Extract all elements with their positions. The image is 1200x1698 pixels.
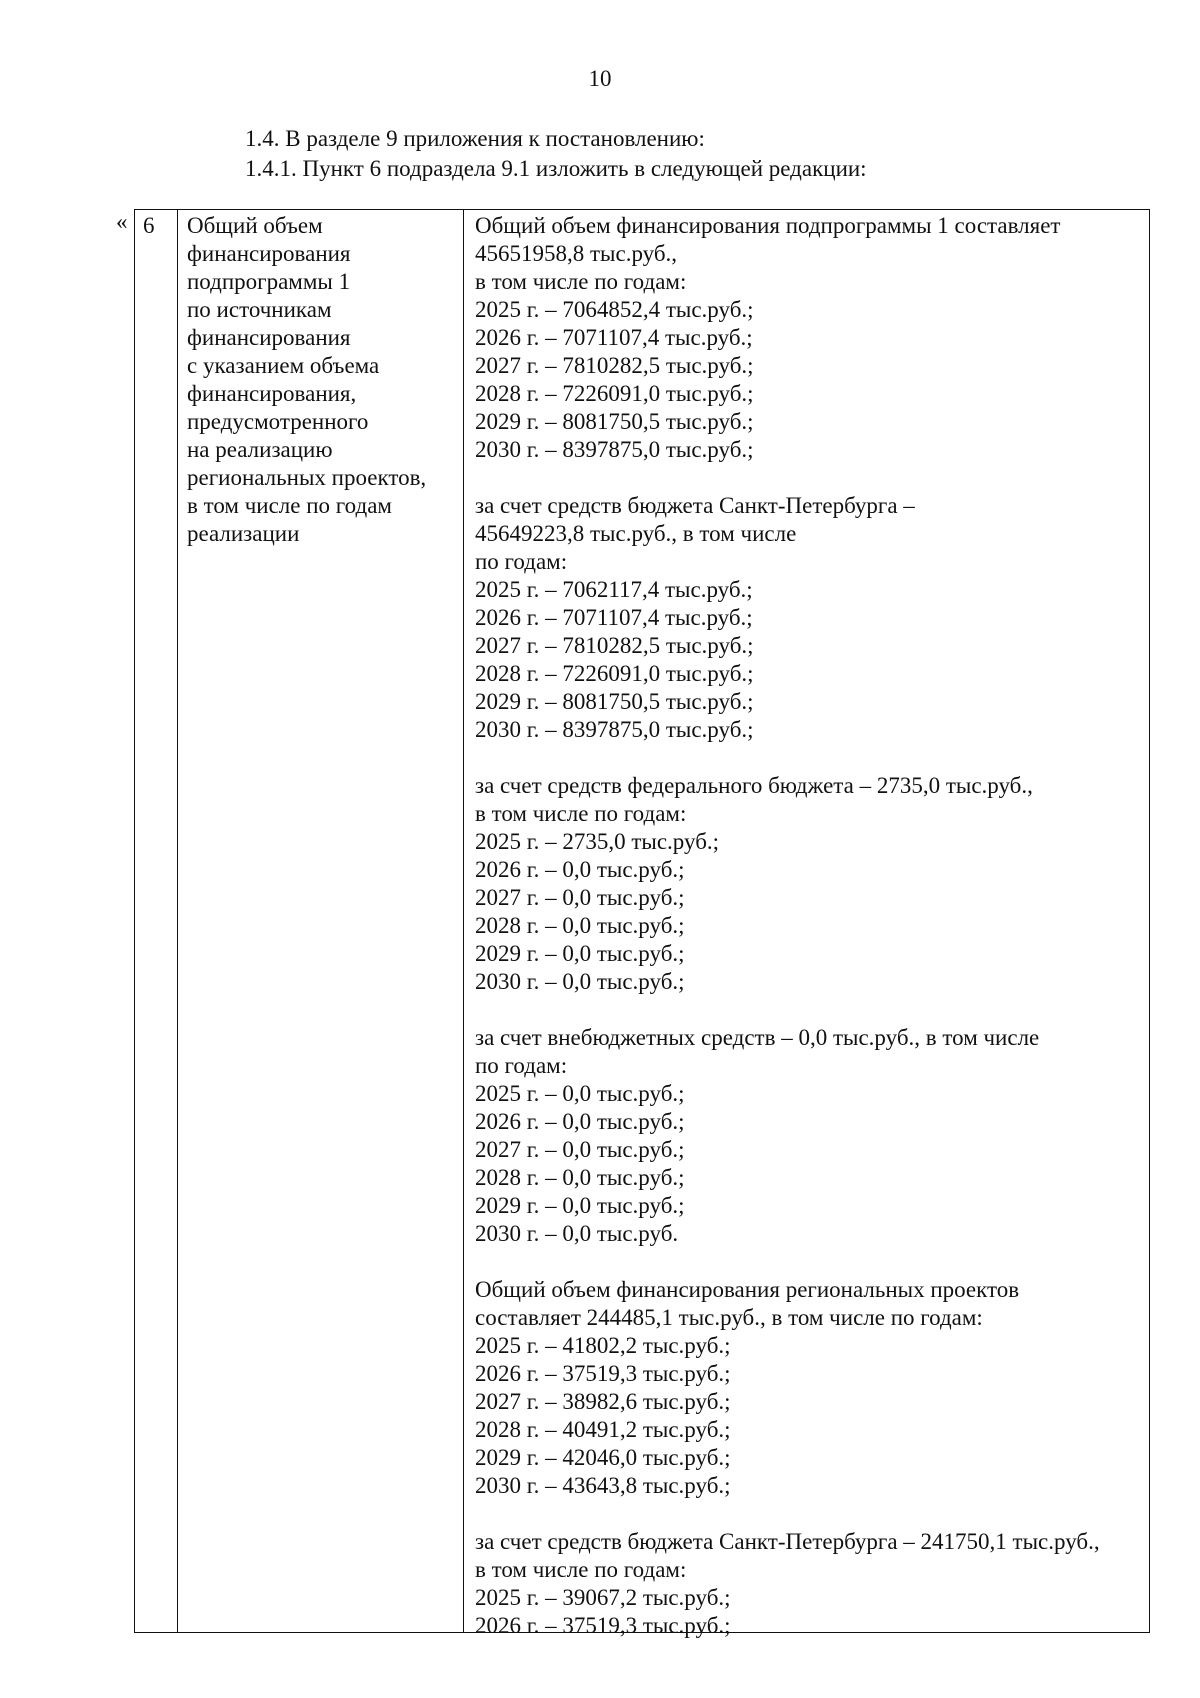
financing-line: за счет внебюджетных средств – 0,0 тыс.руб., в том числе (475, 1025, 1040, 1050)
financing-line: по годам: (475, 549, 568, 574)
financing-line: 2026 г. – 0,0 тыс.руб.; (475, 1109, 685, 1134)
financing-block (475, 212, 1145, 464)
table-column-divider-1 (177, 210, 178, 1632)
description-line: подпрограммы 1 (187, 269, 351, 294)
financing-line: за счет средств бюджета Санкт-Петербурга – (475, 493, 915, 518)
financing-line: 2030 г. – 0,0 тыс.руб.; (475, 969, 685, 994)
description-line: финансирования (187, 325, 351, 350)
description-line: реализации (187, 521, 300, 546)
financing-block (475, 1276, 1145, 1500)
financing-line: 2025 г. – 41802,2 тыс.руб.; (475, 1333, 731, 1358)
financing-line: Общий объем финансирования подпрограммы 1 составляет (475, 213, 1061, 238)
intro-line-1: 1.4. В разделе 9 приложения к постановлению: (245, 126, 705, 151)
financing-line: Общий объем финансирования региональных проектов (475, 1277, 1020, 1302)
financing-line: 2025 г. – 39067,2 тыс.руб.; (475, 1585, 731, 1610)
financing-line: за счет средств бюджета Санкт-Петербурга – 241750,1 тыс.руб., (475, 1529, 1100, 1554)
financing-line: 2025 г. – 7062117,4 тыс.руб.; (475, 577, 753, 602)
description-line: на реализацию (187, 437, 333, 462)
intro-line-2: 1.4.1. Пункт 6 подраздела 9.1 изложить в следующей редакции: (245, 156, 867, 181)
description-line: предусмотренного (187, 409, 369, 434)
financing-line: 2028 г. – 0,0 тыс.руб.; (475, 913, 685, 938)
financing-line: 2027 г. – 38982,6 тыс.руб.; (475, 1389, 731, 1414)
financing-line: в том числе по годам: (475, 801, 687, 826)
financing-line: 2025 г. – 0,0 тыс.руб.; (475, 1081, 685, 1106)
financing-line: 2030 г. – 8397875,0 тыс.руб.; (475, 717, 754, 742)
financing-line: 2025 г. – 2735,0 тыс.руб.; (475, 829, 720, 854)
financing-line: 2025 г. – 7064852,4 тыс.руб.; (475, 297, 754, 322)
financing-line: 2028 г. – 7226091,0 тыс.руб.; (475, 661, 754, 686)
financing-line: 2028 г. – 0,0 тыс.руб.; (475, 1165, 685, 1190)
intro-text (245, 124, 867, 184)
page-number: 10 (588, 66, 612, 91)
financing-table (134, 209, 1150, 1638)
description-line: в том числе по годам (187, 493, 392, 518)
financing-line: 2030 г. – 0,0 тыс.руб. (475, 1221, 679, 1246)
financing-line: 2029 г. – 8081750,5 тыс.руб.; (475, 409, 754, 434)
description-line: с указанием объема (187, 353, 380, 378)
financing-line: 2026 г. – 0,0 тыс.руб.; (475, 857, 685, 882)
financing-line: 2027 г. – 7810282,5 тыс.руб.; (475, 633, 754, 658)
description-line: по источникам (187, 297, 332, 322)
financing-line: 2029 г. – 0,0 тыс.руб.; (475, 941, 685, 966)
financing-line: 2029 г. – 42046,0 тыс.руб.; (475, 1445, 731, 1470)
financing-line: 2026 г. – 7071107,4 тыс.руб.; (475, 605, 753, 630)
description-line: Общий объем (187, 213, 323, 238)
financing-line: 45651958,8 тыс.руб., (475, 241, 678, 266)
financing-line: составляет 244485,1 тыс.руб., в том числе по годам: (475, 1305, 983, 1330)
row-financing-content (475, 212, 1145, 1668)
description-line: финансирования (187, 241, 351, 266)
financing-line: 45649223,8 тыс.руб., в том числе (475, 521, 797, 546)
financing-line: 2026 г. – 7071107,4 тыс.руб.; (475, 325, 753, 350)
financing-line: 2026 г. – 37519,3 тыс.руб.; (475, 1613, 731, 1638)
financing-line: в том числе по годам: (475, 269, 687, 294)
financing-line: 2029 г. – 8081750,5 тыс.руб.; (475, 689, 754, 714)
financing-block (475, 1528, 1145, 1640)
description-line: региональных проектов, (187, 465, 427, 490)
row-number: 6 (143, 213, 155, 238)
description-line: финансирования, (187, 381, 357, 406)
opening-quote: « (116, 209, 128, 234)
financing-line: за счет средств федерального бюджета – 2735,0 тыс.руб., (475, 773, 1033, 798)
financing-line: 2027 г. – 0,0 тыс.руб.; (475, 1137, 685, 1162)
financing-line: 2027 г. – 0,0 тыс.руб.; (475, 885, 685, 910)
financing-line: по годам: (475, 1053, 568, 1078)
financing-line: 2030 г. – 43643,8 тыс.руб.; (475, 1473, 731, 1498)
financing-block (475, 492, 1145, 744)
financing-line: в том числе по годам: (475, 1557, 687, 1582)
financing-line: 2028 г. – 7226091,0 тыс.руб.; (475, 381, 754, 406)
financing-line: 2030 г. – 8397875,0 тыс.руб.; (475, 437, 754, 462)
financing-line: 2028 г. – 40491,2 тыс.руб.; (475, 1417, 731, 1442)
financing-block (475, 772, 1145, 996)
financing-block (475, 1024, 1145, 1248)
financing-line: 2027 г. – 7810282,5 тыс.руб.; (475, 353, 754, 378)
financing-line: 2026 г. – 37519,3 тыс.руб.; (475, 1361, 731, 1386)
financing-line: 2029 г. – 0,0 тыс.руб.; (475, 1193, 685, 1218)
row-description (187, 212, 467, 548)
